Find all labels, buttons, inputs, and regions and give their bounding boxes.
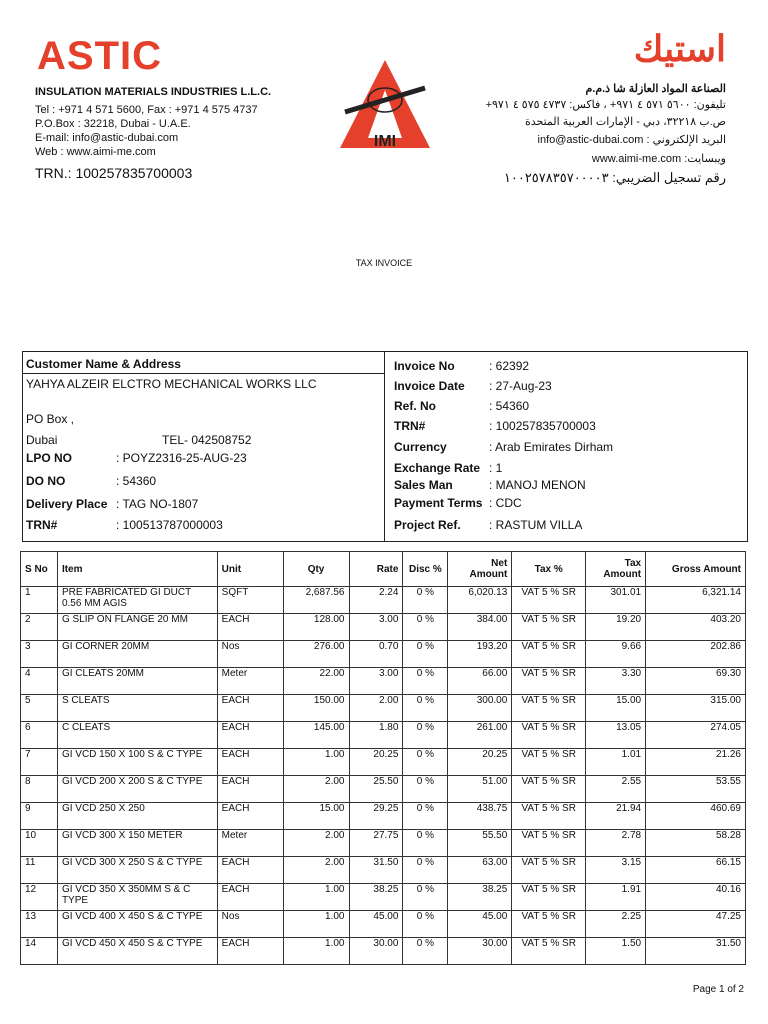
salesman-label: Sales Man bbox=[394, 478, 453, 492]
row-rate: 3.00 bbox=[349, 668, 403, 695]
row-rate: 0.70 bbox=[349, 641, 403, 668]
document-title: TAX INVOICE bbox=[355, 258, 413, 268]
row-unit: Nos bbox=[217, 911, 283, 938]
row-item: C CLEATS bbox=[57, 722, 217, 749]
row-item: GI VCD 450 X 450 S & C TYPE bbox=[57, 938, 217, 965]
customer-city: Dubai bbox=[26, 433, 58, 447]
table-header-row bbox=[21, 552, 746, 587]
table-row bbox=[21, 830, 746, 857]
project-ref-value: : RASTUM VILLA bbox=[489, 518, 583, 532]
company-logo-text: ASTIC bbox=[37, 34, 162, 78]
company-pobox: P.O.Box : 32218, Dubai - U.A.E. bbox=[35, 118, 191, 130]
col-tax-pct: Tax % bbox=[512, 552, 586, 587]
row-tax-amount: 2.55 bbox=[586, 776, 646, 803]
ref-no-value: : 54360 bbox=[489, 399, 530, 413]
row-sno: 12 bbox=[21, 884, 58, 911]
row-rate: 31.50 bbox=[349, 857, 403, 884]
row-tax-amount: 3.30 bbox=[586, 668, 646, 695]
row-sno: 10 bbox=[21, 830, 58, 857]
company-tel-arabic: تليفون: ٥٦٠٠ ٥٧١ ٤ ٩٧١+ ، فاكس: ٤٧٣٧ ٥٧٥ ٤ ٩٧١+ bbox=[485, 99, 726, 111]
row-item: G SLIP ON FLANGE 20 MM bbox=[57, 614, 217, 641]
row-tax-pct: VAT 5 % SR bbox=[512, 803, 586, 830]
row-rate: 2.24 bbox=[349, 587, 403, 614]
row-net: 63.00 bbox=[448, 857, 512, 884]
row-unit: SQFT bbox=[217, 587, 283, 614]
customer-pobox: PO Box , bbox=[26, 412, 75, 426]
row-gross: 403.20 bbox=[646, 614, 746, 641]
row-sno: 8 bbox=[21, 776, 58, 803]
invoice-date-label: Invoice Date bbox=[394, 379, 465, 393]
do-label: DO NO bbox=[26, 474, 66, 488]
row-qty: 2.00 bbox=[283, 776, 349, 803]
row-tax-pct: VAT 5 % SR bbox=[512, 587, 586, 614]
info-divider-h bbox=[22, 373, 384, 374]
col-gross-amount: Gross Amount bbox=[646, 552, 746, 587]
row-rate: 29.25 bbox=[349, 803, 403, 830]
page-number: Page 1 of 2 bbox=[692, 984, 744, 995]
row-tax-amount: 1.50 bbox=[586, 938, 646, 965]
row-item: GI VCD 400 X 450 S & C TYPE bbox=[57, 911, 217, 938]
row-tax-amount: 2.78 bbox=[586, 830, 646, 857]
row-net: 261.00 bbox=[448, 722, 512, 749]
table-row bbox=[21, 614, 746, 641]
row-tax-amount: 13.05 bbox=[586, 722, 646, 749]
row-net: 6,020.13 bbox=[448, 587, 512, 614]
row-sno: 4 bbox=[21, 668, 58, 695]
row-disc: 0 % bbox=[403, 857, 448, 884]
row-rate: 27.75 bbox=[349, 830, 403, 857]
row-disc: 0 % bbox=[403, 938, 448, 965]
row-qty: 2,687.56 bbox=[283, 587, 349, 614]
row-unit: EACH bbox=[217, 884, 283, 911]
row-disc: 0 % bbox=[403, 911, 448, 938]
logo-text: IMI bbox=[373, 133, 397, 150]
salesman-value: : MANOJ MENON bbox=[489, 478, 586, 492]
row-unit: EACH bbox=[217, 857, 283, 884]
row-rate: 3.00 bbox=[349, 614, 403, 641]
row-disc: 0 % bbox=[403, 668, 448, 695]
row-tax-pct: VAT 5 % SR bbox=[512, 884, 586, 911]
lpo-label: LPO NO bbox=[26, 451, 73, 465]
row-net: 193.20 bbox=[448, 641, 512, 668]
table-row bbox=[21, 803, 746, 830]
row-unit: EACH bbox=[217, 695, 283, 722]
row-disc: 0 % bbox=[403, 695, 448, 722]
row-item: GI VCD 250 X 250 bbox=[57, 803, 217, 830]
row-tax-amount: 1.91 bbox=[586, 884, 646, 911]
row-sno: 1 bbox=[21, 587, 58, 614]
row-gross: 31.50 bbox=[646, 938, 746, 965]
table-row bbox=[21, 884, 746, 911]
row-tax-amount: 21.94 bbox=[586, 803, 646, 830]
row-qty: 22.00 bbox=[283, 668, 349, 695]
customer-trn-label: TRN# bbox=[26, 518, 58, 532]
table-row bbox=[21, 938, 746, 965]
row-tax-amount: 1.01 bbox=[586, 749, 646, 776]
invoice-trn-label: TRN# bbox=[394, 419, 426, 433]
row-qty: 150.00 bbox=[283, 695, 349, 722]
col-rate: Rate bbox=[349, 552, 403, 587]
row-unit: EACH bbox=[217, 776, 283, 803]
row-unit: Nos bbox=[217, 641, 283, 668]
table-row bbox=[21, 587, 746, 614]
row-net: 38.25 bbox=[448, 884, 512, 911]
row-item: GI VCD 300 X 150 METER bbox=[57, 830, 217, 857]
row-rate: 38.25 bbox=[349, 884, 403, 911]
row-rate: 1.80 bbox=[349, 722, 403, 749]
col-net-amount: Net Amount bbox=[448, 552, 512, 587]
row-qty: 2.00 bbox=[283, 830, 349, 857]
currency-value: : Arab Emirates Dirham bbox=[489, 440, 614, 454]
row-qty: 128.00 bbox=[283, 614, 349, 641]
table-row bbox=[21, 695, 746, 722]
row-item: GI VCD 150 X 100 S & C TYPE bbox=[57, 749, 217, 776]
row-gross: 6,321.14 bbox=[646, 587, 746, 614]
company-email: E-mail: info@astic-dubai.com bbox=[35, 132, 179, 144]
row-gross: 69.30 bbox=[646, 668, 746, 695]
row-tax-amount: 301.01 bbox=[586, 587, 646, 614]
row-tax-pct: VAT 5 % SR bbox=[512, 830, 586, 857]
row-sno: 9 bbox=[21, 803, 58, 830]
invoice-no-label: Invoice No bbox=[394, 359, 455, 373]
row-item: GI VCD 350 X 350MM S & C TYPE bbox=[57, 884, 217, 911]
col-unit: Unit bbox=[217, 552, 283, 587]
row-sno: 14 bbox=[21, 938, 58, 965]
row-tax-amount: 15.00 bbox=[586, 695, 646, 722]
row-sno: 11 bbox=[21, 857, 58, 884]
info-divider bbox=[384, 351, 385, 541]
row-qty: 1.00 bbox=[283, 749, 349, 776]
row-net: 51.00 bbox=[448, 776, 512, 803]
delivery-label: Delivery Place bbox=[26, 497, 108, 511]
row-qty: 1.00 bbox=[283, 884, 349, 911]
row-rate: 30.00 bbox=[349, 938, 403, 965]
row-tax-amount: 2.25 bbox=[586, 911, 646, 938]
company-tel: Tel : +971 4 571 5600, Fax : +971 4 575 4737 bbox=[35, 104, 258, 116]
table-row bbox=[21, 857, 746, 884]
row-tax-pct: VAT 5 % SR bbox=[512, 695, 586, 722]
row-disc: 0 % bbox=[403, 803, 448, 830]
row-unit: EACH bbox=[217, 938, 283, 965]
col-tax-amount: Tax Amount bbox=[586, 552, 646, 587]
row-unit: Meter bbox=[217, 830, 283, 857]
row-gross: 47.25 bbox=[646, 911, 746, 938]
row-qty: 1.00 bbox=[283, 911, 349, 938]
row-sno: 13 bbox=[21, 911, 58, 938]
row-tax-pct: VAT 5 % SR bbox=[512, 938, 586, 965]
row-tax-pct: VAT 5 % SR bbox=[512, 911, 586, 938]
exchange-rate-value: : 1 bbox=[489, 461, 503, 475]
row-sno: 3 bbox=[21, 641, 58, 668]
row-unit: Meter bbox=[217, 668, 283, 695]
customer-trn-value: : 100513787000003 bbox=[116, 518, 223, 532]
lpo-value: : POYZ2316-25-AUG-23 bbox=[116, 451, 247, 465]
col-item: Item bbox=[57, 552, 217, 587]
row-qty: 145.00 bbox=[283, 722, 349, 749]
row-tax-pct: VAT 5 % SR bbox=[512, 614, 586, 641]
table-row bbox=[21, 911, 746, 938]
project-ref-label: Project Ref. bbox=[394, 518, 461, 532]
row-net: 45.00 bbox=[448, 911, 512, 938]
row-net: 30.00 bbox=[448, 938, 512, 965]
row-rate: 2.00 bbox=[349, 695, 403, 722]
row-gross: 21.26 bbox=[646, 749, 746, 776]
row-disc: 0 % bbox=[403, 587, 448, 614]
row-gross: 460.69 bbox=[646, 803, 746, 830]
row-qty: 2.00 bbox=[283, 857, 349, 884]
row-disc: 0 % bbox=[403, 641, 448, 668]
company-email-arabic: البريد الإلكتروني : info@astic-dubai.com bbox=[537, 134, 726, 146]
ref-no-label: Ref. No bbox=[394, 399, 436, 413]
row-net: 55.50 bbox=[448, 830, 512, 857]
row-qty: 1.00 bbox=[283, 938, 349, 965]
company-logo-arabic: استيك bbox=[633, 28, 726, 69]
row-net: 384.00 bbox=[448, 614, 512, 641]
company-pobox-arabic: ص.ب ٣٢٢١٨، دبي - الإمارات العربية المتحدة bbox=[524, 116, 726, 128]
table-row bbox=[21, 776, 746, 803]
row-sno: 5 bbox=[21, 695, 58, 722]
row-gross: 315.00 bbox=[646, 695, 746, 722]
col-qty: Qty bbox=[283, 552, 349, 587]
row-item: GI CLEATS 20MM bbox=[57, 668, 217, 695]
row-gross: 40.16 bbox=[646, 884, 746, 911]
row-tax-pct: VAT 5 % SR bbox=[512, 722, 586, 749]
row-tax-pct: VAT 5 % SR bbox=[512, 668, 586, 695]
table-row bbox=[21, 722, 746, 749]
row-qty: 15.00 bbox=[283, 803, 349, 830]
row-item: S CLEATS bbox=[57, 695, 217, 722]
table-row bbox=[21, 668, 746, 695]
table-row bbox=[21, 641, 746, 668]
row-unit: EACH bbox=[217, 749, 283, 776]
exchange-rate-label: Exchange Rate bbox=[394, 461, 481, 475]
company-trn-arabic: رقم تسجيل الضريبي: ١٠٠٢٥٧٨٣٥٧٠٠٠٠٣ bbox=[503, 170, 726, 185]
company-name: INSULATION MATERIALS INDUSTRIES L.L.C. bbox=[35, 86, 272, 98]
row-unit: EACH bbox=[217, 614, 283, 641]
row-item: GI VCD 200 X 200 S & C TYPE bbox=[57, 776, 217, 803]
row-rate: 45.00 bbox=[349, 911, 403, 938]
customer-tel: TEL- 042508752 bbox=[162, 433, 252, 447]
row-qty: 276.00 bbox=[283, 641, 349, 668]
customer-heading: Customer Name & Address bbox=[26, 357, 181, 371]
company-web: Web : www.aimi-me.com bbox=[35, 146, 156, 158]
row-rate: 20.25 bbox=[349, 749, 403, 776]
row-sno: 6 bbox=[21, 722, 58, 749]
row-tax-pct: VAT 5 % SR bbox=[512, 776, 586, 803]
imi-logo-icon bbox=[340, 60, 430, 156]
row-disc: 0 % bbox=[403, 722, 448, 749]
row-tax-amount: 19.20 bbox=[586, 614, 646, 641]
invoice-no-value: : 62392 bbox=[489, 359, 530, 373]
payment-terms-label: Payment Terms bbox=[394, 496, 483, 510]
row-item: PRE FABRICATED GI DUCT 0.56 MM AGIS bbox=[57, 587, 217, 614]
delivery-value: : TAG NO-1807 bbox=[116, 497, 199, 511]
col-disc: Disc % bbox=[403, 552, 448, 587]
invoice-date-value: : 27-Aug-23 bbox=[489, 379, 552, 393]
company-trn: TRN.: 100257835700003 bbox=[35, 165, 193, 181]
row-tax-amount: 3.15 bbox=[586, 857, 646, 884]
row-disc: 0 % bbox=[403, 830, 448, 857]
currency-label: Currency bbox=[394, 440, 447, 454]
row-net: 66.00 bbox=[448, 668, 512, 695]
do-value: : 54360 bbox=[116, 474, 157, 488]
row-tax-pct: VAT 5 % SR bbox=[512, 749, 586, 776]
row-tax-pct: VAT 5 % SR bbox=[512, 857, 586, 884]
company-web-arabic: ويبسايت: www.aimi-me.com bbox=[591, 153, 726, 165]
row-gross: 274.05 bbox=[646, 722, 746, 749]
row-gross: 58.28 bbox=[646, 830, 746, 857]
row-item: GI VCD 300 X 250 S & C TYPE bbox=[57, 857, 217, 884]
row-tax-pct: VAT 5 % SR bbox=[512, 641, 586, 668]
line-items-table bbox=[20, 551, 746, 965]
col-sno: S No bbox=[21, 552, 58, 587]
row-sno: 2 bbox=[21, 614, 58, 641]
row-tax-amount: 9.66 bbox=[586, 641, 646, 668]
row-rate: 25.50 bbox=[349, 776, 403, 803]
customer-name: YAHYA ALZEIR ELCTRO MECHANICAL WORKS LLC bbox=[26, 377, 317, 391]
row-gross: 202.86 bbox=[646, 641, 746, 668]
company-name-arabic: الصناعة المواد العازلة شا ذ.م.م bbox=[585, 83, 726, 95]
row-disc: 0 % bbox=[403, 749, 448, 776]
row-item: GI CORNER 20MM bbox=[57, 641, 217, 668]
payment-terms-value: : CDC bbox=[489, 496, 522, 510]
row-net: 300.00 bbox=[448, 695, 512, 722]
row-disc: 0 % bbox=[403, 776, 448, 803]
invoice-trn-value: : 100257835700003 bbox=[489, 419, 596, 433]
row-sno: 7 bbox=[21, 749, 58, 776]
row-net: 438.75 bbox=[448, 803, 512, 830]
row-net: 20.25 bbox=[448, 749, 512, 776]
row-gross: 53.55 bbox=[646, 776, 746, 803]
table-row bbox=[21, 749, 746, 776]
row-disc: 0 % bbox=[403, 614, 448, 641]
row-gross: 66.15 bbox=[646, 857, 746, 884]
row-unit: EACH bbox=[217, 803, 283, 830]
row-disc: 0 % bbox=[403, 884, 448, 911]
row-unit: EACH bbox=[217, 722, 283, 749]
